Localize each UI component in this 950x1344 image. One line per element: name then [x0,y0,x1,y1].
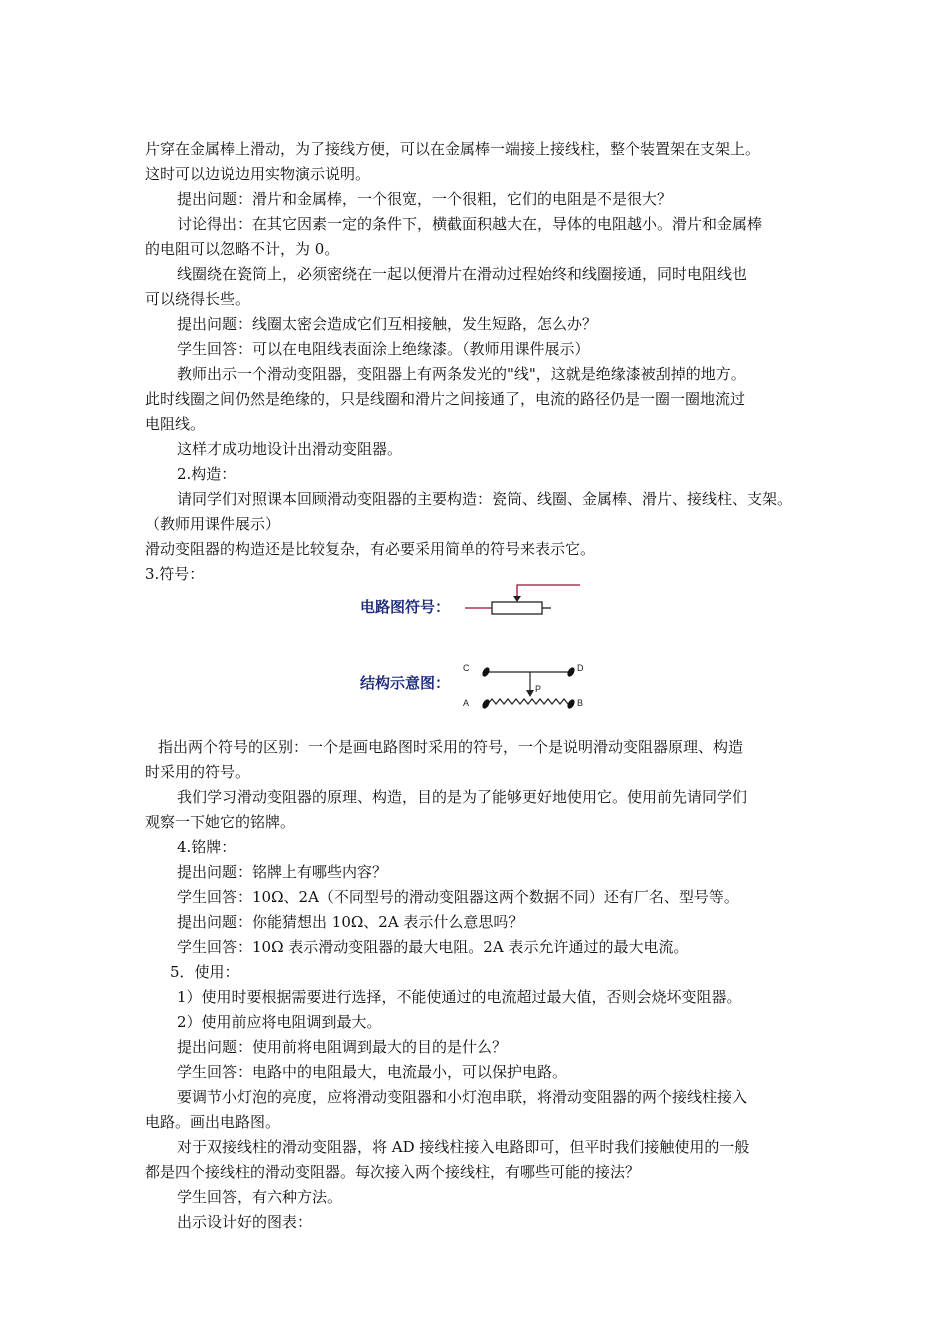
terminal-d-label: D [577,663,584,673]
section-heading: 4.铭牌： [177,838,237,856]
text-line: 可以绕得长些。 [145,290,251,308]
circuit-symbol-label: 电路图符号： [360,598,451,616]
resistance-coil [488,699,568,704]
text-line: 指出两个符号的区别：一个是画电路图时采用的符号，一个是说明滑动变阻器原理、构造 [158,738,744,756]
section-heading: 2.构造： [177,465,237,483]
text-line: 的电阻可以忽略不计，为 0。 [145,240,340,258]
terminal-c-label: C [463,663,470,673]
text-line: 请同学们对照课本回顾滑动变阻器的主要构造：瓷筒、线圈、金属棒、滑片、接线柱、支架。 [177,490,793,508]
text-line: 出示设计好的图表： [177,1213,313,1231]
text-line: 我们学习滑动变阻器的原理、构造，目的是为了能够更好地使用它。使用前先请同学们 [177,788,748,806]
text-line: 提出问题：你能猜想出 10Ω、2A 表示什么意思吗？ [177,913,524,931]
section-heading: 5．使用： [170,963,240,981]
text-line: （教师用课件展示） [145,515,281,533]
text-line: 2）使用前应将电阻调到最大。 [177,1013,382,1031]
text-line: 此时线圈之间仍然是绝缘的，只是线圈和滑片之间接通了，电流的路径仍是一圈一圈地流过 [145,390,746,408]
text-line: 线圈绕在瓷筒上，必须密绕在一起以便滑片在滑动过程始终和线圈接通，同时电阻线也 [177,265,748,283]
text-line: 教师出示一个滑动变阻器，变阻器上有两条发光的"线"，这就是绝缘漆被刮掉的地方。 [177,365,746,383]
text-line: 1）使用时要根据需要进行选择，不能使通过的电流超过最大值，否则会烧坏变阻器。 [177,988,742,1006]
text-line: 这时可以边说边用实物演示说明。 [145,165,371,183]
text-line: 学生回答：可以在电阻线表面涂上绝缘漆。（教师用课件展示） [177,340,590,358]
text-line: 提出问题：滑片和金属棒，一个很宽，一个很粗，它们的电阻是不是很大？ [177,190,673,208]
text-line: 滑动变阻器的构造还是比较复杂，有必要采用简单的符号来表示它。 [145,540,596,558]
text-line: 电阻线。 [145,415,206,433]
text-line: 时采用的符号。 [145,763,251,781]
text-line: 提出问题：使用前将电阻调到最大的目的是什么？ [177,1038,508,1056]
text-line: 学生回答：10Ω、2A（不同型号的滑动变阻器这两个数据不同）还有厂名、型号等。 [177,888,739,906]
resistor-box [492,602,542,614]
text-line: 都是四个接线柱的滑动变阻器。每次接入两个接线柱，有哪些可能的接法？ [145,1163,641,1181]
terminal-a [481,698,491,710]
text-line: 学生回答，有六种方法。 [177,1188,343,1206]
text-line: 电路。画出电路图。 [145,1113,281,1131]
text-line: 提出问题：铭牌上有哪些内容？ [177,863,388,881]
rheostat-symbol-figure [355,578,600,718]
text-line: 学生回答：10Ω 表示滑动变阻器的最大电阻。2A 表示允许通过的最大电流。 [177,938,689,956]
text-line: 观察一下她它的铭牌。 [145,813,296,831]
text-line: 学生回答：电路中的电阻最大，电流最小，可以保护电路。 [177,1063,568,1081]
text-line: 对于双接线柱的滑动变阻器，将 AD 接线柱接入电路即可，但平时我们接触使用的一般 [177,1138,750,1156]
text-line: 讨论得出：在其它因素一定的条件下，横截面积越大在，导体的电阻越小。滑片和金属棒 [177,215,763,233]
text-line: 片穿在金属棒上滑动，为了接线方便，可以在金属棒一端接上接线柱，整个装置架在支架上。 [145,140,761,158]
text-line: 要调节小灯泡的亮度，应将滑动变阻器和小灯泡串联，将滑动变阻器的两个接线柱接入 [177,1088,748,1106]
slider-lead [517,585,580,600]
terminal-b-label: B [577,698,584,708]
terminal-a-label: A [463,698,470,708]
section-heading: 3.符号： [145,565,205,583]
slider-contact [526,690,534,697]
text-line: 提出问题：线圈太密会造成它们互相接触，发生短路，怎么办？ [177,315,598,333]
text-line: 这样才成功地设计出滑动变阻器。 [177,440,403,458]
structure-diagram-label: 结构示意图： [360,674,451,692]
slider-arrow [513,596,521,602]
slider-p-label: P [535,684,542,694]
